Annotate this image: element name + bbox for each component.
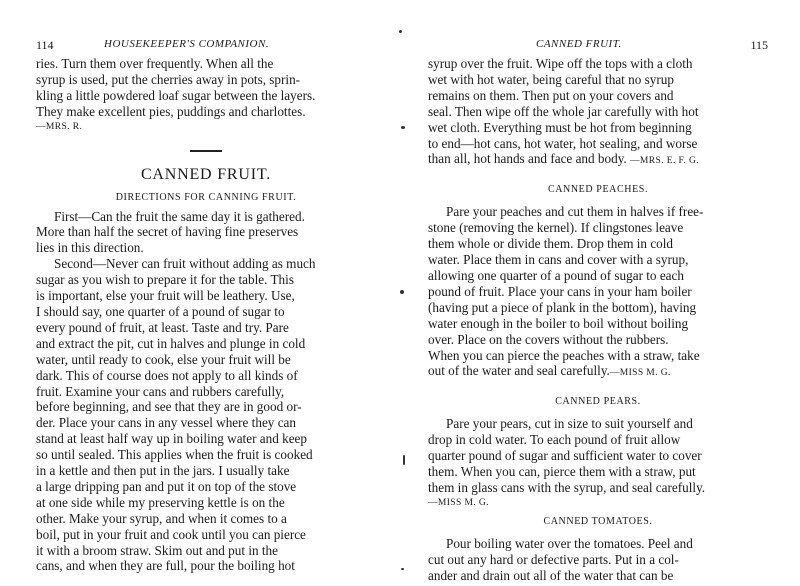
tomatoes-title: CANNED TOMATOES.: [543, 515, 653, 527]
text-line: stand at least half way up in boiling water and keep: [36, 431, 307, 447]
pears-recipe: [428, 416, 768, 511]
text-line: I should say, one quarter of a pound of sugar to: [36, 303, 285, 319]
text-line: syrup is used, put the cherries away in pots, sprin-: [36, 71, 301, 87]
text-line: First—Can the fruit the same day it is gathered.: [54, 208, 305, 224]
right-running-head: [428, 38, 768, 56]
text-line: remains on them. Then put on your covers and: [428, 87, 674, 103]
text-line-body: than all, hot hands and face and body.: [428, 151, 627, 167]
text-line: wet cloth. Everything must be hot from beginning: [428, 119, 692, 135]
text-line: ander and drain out all of the water that can be: [428, 567, 674, 583]
text-line: der. Place your cans in any vessel where they can: [36, 415, 296, 431]
text-line: water enough in the boiler to boil without boiling: [428, 315, 689, 331]
text-line: syrup over the fruit. Wipe off the tops with a cloth: [428, 56, 693, 71]
text-line: kling a little powdered loaf sugar between the layers.: [36, 87, 316, 103]
right-page-number: 115: [750, 38, 768, 52]
text-line: to end—hot cans, hot water, hot sealing, and worse: [428, 135, 698, 151]
text-line: They make excellent pies, puddings and charlottes.: [36, 103, 306, 119]
text-line: water, until ready to cook, else your fruit will be: [36, 351, 291, 367]
text-line: over. Place on the covers without the rubbers.: [428, 331, 669, 347]
scan-speck: [399, 30, 402, 33]
text-line: ries. Turn them over frequently. When all the: [36, 56, 274, 71]
scan-speck: [403, 455, 405, 465]
text-line: When you can pierce the peaches with a straw, take: [428, 347, 700, 363]
scan-speck: [401, 126, 405, 129]
left-running-head: [36, 38, 376, 56]
text-line: at one side while my preserving kettle is on the: [36, 494, 285, 510]
pears-title: CANNED PEARS.: [555, 396, 641, 408]
text-line: Second—Never can fruit without adding as much: [54, 256, 316, 272]
signature: —MISS M. G.: [428, 497, 489, 508]
text-line: quarter pound of sugar and sufficient water to cover: [428, 448, 702, 464]
canning-continuation: [428, 56, 768, 170]
signature: —MISS M. G.: [609, 368, 671, 379]
cherries-continuation: [36, 56, 376, 136]
text-line: fruit. Examine your cans and rubbers carefully,: [36, 383, 285, 399]
text-line: sugar as you wish to prepare it for the table. This: [36, 272, 294, 288]
right-running-title: CANNED FRUIT.: [536, 38, 622, 50]
page-gutter: [397, 0, 399, 586]
section-title: CANNED FRUIT.: [140, 165, 272, 183]
text-line: it with a broom straw. Skim out and put in the: [36, 542, 278, 558]
text-line: a large dripping pan and put it on top of the stove: [36, 478, 297, 494]
text-line: [428, 363, 768, 382]
tomatoes-recipe: [428, 536, 768, 584]
left-page-number: 114: [36, 38, 54, 52]
left-page: [36, 0, 376, 574]
peaches-recipe: [428, 204, 768, 382]
text-line: in a kettle and then put in the jars. I usually take: [36, 463, 290, 479]
text-line: allowing one quarter of a pound of sugar to each: [428, 267, 684, 283]
text-line: stone (removing the kernel). If clingstones leave: [428, 220, 684, 236]
scan-speck: [401, 568, 404, 570]
text-line: them. When you can, pierce them with a straw, put: [428, 464, 696, 480]
signature: —MRS. E. F. G.: [630, 156, 700, 167]
text-line: More than half the secret of having fine preserves: [36, 224, 299, 240]
text-line: and extract the pit, cut in halves and plunge in cold: [36, 335, 306, 351]
subsection-title: DIRECTIONS FOR CANNING FRUIT.: [115, 191, 297, 203]
text-line: them whole or divide them. Drop them in cold: [428, 236, 674, 252]
text-line: boil, put in your fruit and cook until you can pierce: [36, 526, 306, 542]
text-line: dark. This of course does not apply to all kinds of: [36, 367, 298, 383]
text-line: (having put a piece of plank in the bottom), having: [428, 299, 697, 315]
text-line: cans, and when they are full, pour the boiling hot: [36, 558, 295, 574]
text-line: them in glass cans with the syrup, and seal carefully.: [428, 479, 706, 495]
text-line: seal. Then wipe off the whole jar carefully with hot: [428, 103, 699, 119]
text-line: is important, else your fruit will be leathery. Use,: [36, 288, 295, 304]
text-line: Pare your pears, cut in size to suit yourself and: [446, 416, 693, 432]
text-line: water. Place them in cans and cover with a syrup,: [428, 252, 689, 268]
first-direction: [36, 209, 376, 257]
text-line: every pound of fruit, at least. Taste and try. Pare: [36, 319, 289, 335]
second-direction: [36, 256, 376, 574]
text-line: Pare your peaches and cut them in halves if free-: [446, 204, 704, 220]
text-line: wet with hot water, being careful that no syrup: [428, 71, 674, 87]
text-line: [428, 151, 768, 170]
text-line: other. Make your syrup, and when it comes to a: [36, 510, 287, 526]
scan-speck: [400, 290, 404, 294]
text-line: before beginning, and see that they are in good or-: [36, 399, 302, 415]
text-line: cut out any hard or defective parts. Put in a col-: [428, 551, 679, 567]
text-line: drop in cold water. To each pound of fruit allow: [428, 432, 681, 448]
right-page: [428, 0, 768, 583]
text-line: Pour boiling water over the tomatoes. Peel and: [446, 535, 693, 551]
signature: —MRS. R.: [36, 121, 83, 132]
section-divider: [190, 150, 222, 152]
text-line: so until sealed. This applies when the fruit is cooked: [36, 447, 313, 463]
peaches-title: CANNED PEACHES.: [547, 184, 649, 196]
text-line: pound of fruit. Place your cans in your ham boiler: [428, 283, 692, 299]
text-line-body: out of the water and seal carefully.: [428, 363, 610, 379]
left-running-title: HOUSEKEEPER'S COMPANION.: [104, 38, 270, 50]
text-line: lies in this direction.: [36, 240, 144, 256]
